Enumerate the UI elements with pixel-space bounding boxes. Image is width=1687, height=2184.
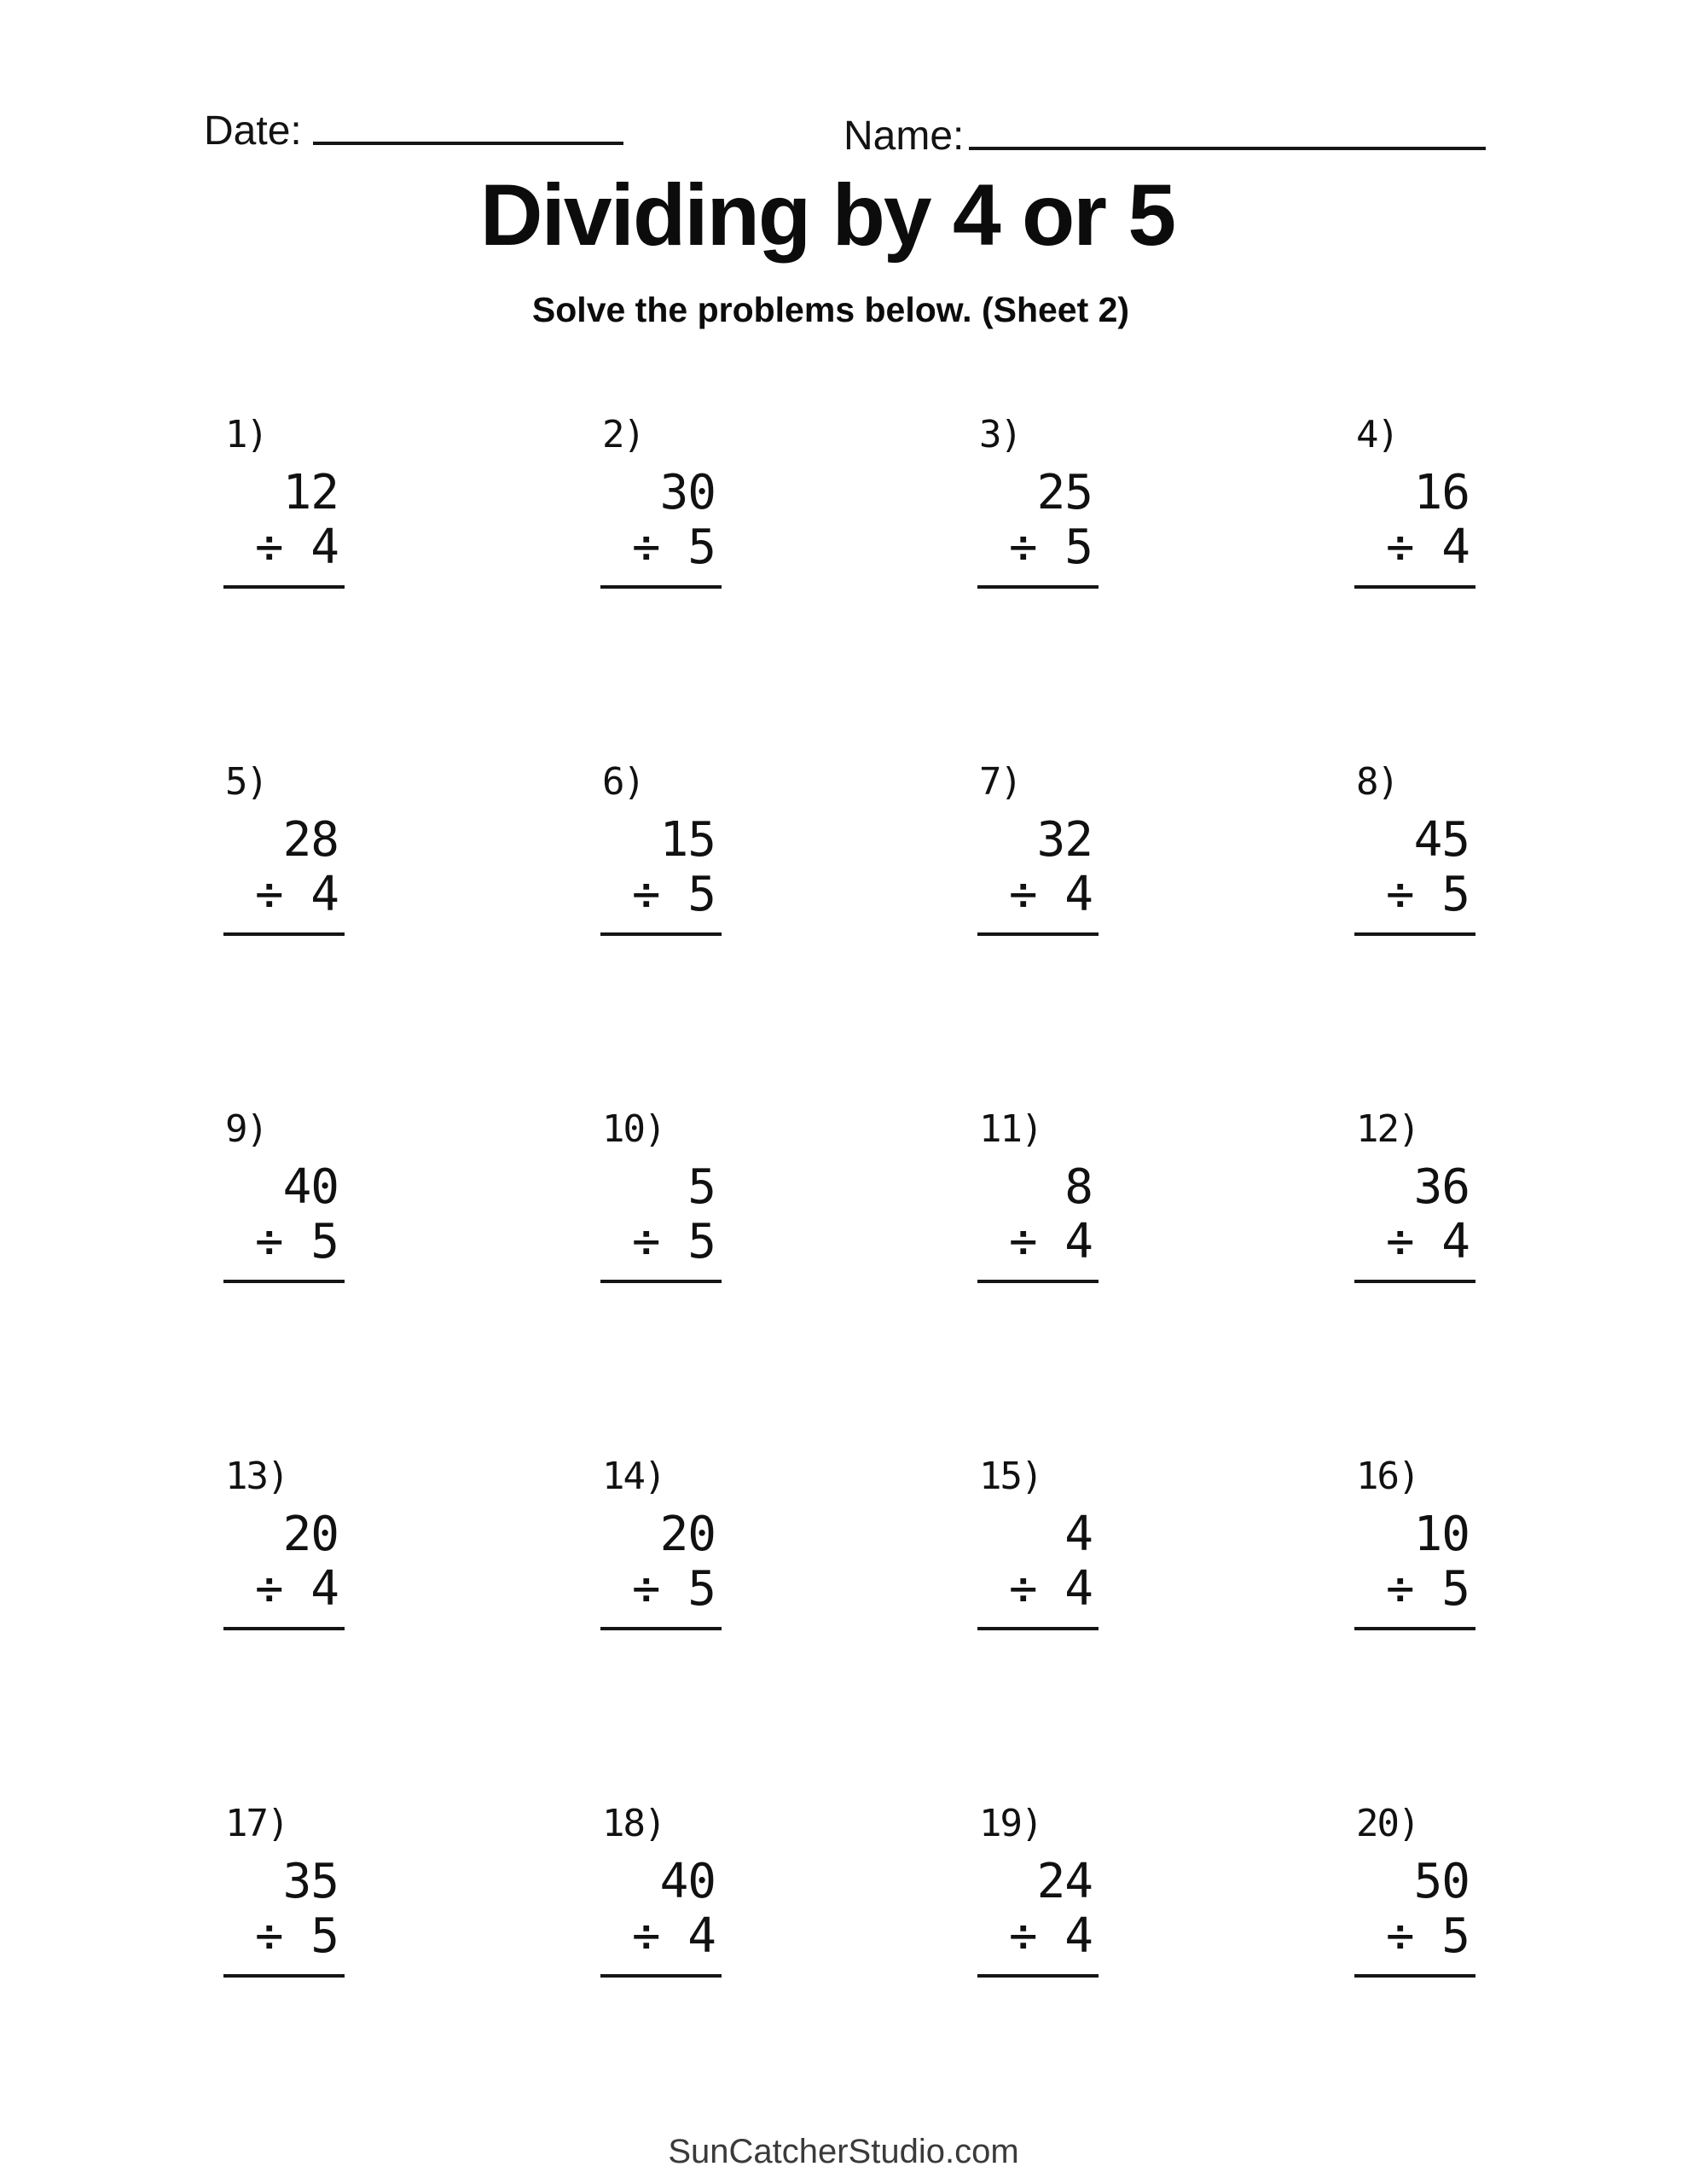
problem-4 (1354, 413, 1482, 764)
problem-1 (223, 413, 351, 764)
dividend: 50 (1413, 1854, 1470, 1909)
dividend: 28 (282, 812, 339, 868)
dividend: 45 (1413, 812, 1470, 868)
problem-14 (600, 1455, 728, 1805)
divisor: ÷ 4 (1008, 1561, 1093, 1617)
answer-line[interactable] (600, 1627, 722, 1630)
answer-line[interactable] (1354, 585, 1475, 589)
answer-line[interactable] (223, 1280, 345, 1283)
footer-credit: SunCatcherStudio.com (668, 2133, 1019, 2170)
divisor: ÷ 5 (1008, 520, 1093, 575)
answer-line[interactable] (1354, 1627, 1475, 1630)
answer-line[interactable] (977, 932, 1099, 936)
problem-20 (1354, 1802, 1482, 2152)
problem-2 (600, 413, 728, 764)
problem-number: 9) (225, 1107, 267, 1151)
answer-line[interactable] (1354, 1280, 1475, 1283)
problem-12 (1354, 1107, 1482, 1458)
problem-10 (600, 1107, 728, 1458)
answer-line[interactable] (1354, 932, 1475, 936)
dividend: 25 (1036, 465, 1093, 520)
answer-line[interactable] (600, 1280, 722, 1283)
answer-line[interactable] (977, 1974, 1099, 1978)
divisor: ÷ 4 (254, 1561, 339, 1617)
problem-number: 19) (979, 1802, 1042, 1845)
dividend: 16 (1413, 465, 1470, 520)
problem-number: 14) (602, 1455, 665, 1498)
answer-line[interactable] (977, 1627, 1099, 1630)
dividend: 35 (282, 1854, 339, 1909)
answer-line[interactable] (600, 932, 722, 936)
problem-number: 15) (979, 1455, 1042, 1498)
answer-line[interactable] (223, 932, 345, 936)
problem-number: 1) (225, 413, 267, 456)
dividend: 24 (1036, 1854, 1093, 1909)
problem-number: 6) (602, 760, 644, 804)
problem-9 (223, 1107, 351, 1458)
problem-number: 7) (979, 760, 1021, 804)
problem-18 (600, 1802, 728, 2152)
problem-number: 4) (1356, 413, 1398, 456)
divisor: ÷ 5 (631, 520, 716, 575)
dividend: 30 (659, 465, 716, 520)
dividend: 10 (1413, 1507, 1470, 1562)
problem-number: 16) (1356, 1455, 1419, 1498)
dividend: 12 (282, 465, 339, 520)
answer-line[interactable] (223, 1627, 345, 1630)
divisor: ÷ 4 (1385, 520, 1470, 575)
problem-3 (977, 413, 1105, 764)
problem-number: 20) (1356, 1802, 1419, 1845)
divisor: ÷ 5 (631, 1214, 716, 1269)
problem-19 (977, 1802, 1105, 2152)
problem-11 (977, 1107, 1105, 1458)
problem-17 (223, 1802, 351, 2152)
dividend: 20 (282, 1507, 339, 1562)
divisor: ÷ 4 (1008, 1908, 1093, 1964)
divisor: ÷ 5 (1385, 1561, 1470, 1617)
dividend: 15 (659, 812, 716, 868)
divisor: ÷ 4 (1385, 1214, 1470, 1269)
dividend: 40 (282, 1159, 339, 1215)
divisor: ÷ 5 (254, 1908, 339, 1964)
divisor: ÷ 5 (1385, 867, 1470, 922)
problem-5 (223, 760, 351, 1111)
dividend: 20 (659, 1507, 716, 1562)
divisor: ÷ 4 (1008, 867, 1093, 922)
divisor: ÷ 5 (631, 867, 716, 922)
problem-7 (977, 760, 1105, 1111)
divisor: ÷ 5 (631, 1561, 716, 1617)
dividend: 32 (1036, 812, 1093, 868)
answer-line[interactable] (1354, 1974, 1475, 1978)
problem-6 (600, 760, 728, 1111)
problem-number: 18) (602, 1802, 665, 1845)
divisor: ÷ 4 (254, 520, 339, 575)
problem-13 (223, 1455, 351, 1805)
problem-number: 11) (979, 1107, 1042, 1151)
answer-line[interactable] (223, 585, 345, 589)
answer-line[interactable] (600, 1974, 722, 1978)
problem-number: 2) (602, 413, 644, 456)
problem-number: 17) (225, 1802, 288, 1845)
answer-line[interactable] (223, 1974, 345, 1978)
divisor: ÷ 4 (254, 867, 339, 922)
answer-line[interactable] (977, 585, 1099, 589)
divisor: ÷ 4 (631, 1908, 716, 1964)
dividend: 40 (659, 1854, 716, 1909)
problem-number: 10) (602, 1107, 665, 1151)
dividend: 36 (1413, 1159, 1470, 1215)
problem-number: 12) (1356, 1107, 1419, 1151)
dividend: 4 (1064, 1507, 1093, 1562)
divisor: ÷ 5 (254, 1214, 339, 1269)
dividend: 5 (687, 1159, 716, 1215)
problems-grid (223, 413, 1687, 2152)
problem-number: 8) (1356, 760, 1398, 804)
date-label: Date: (204, 108, 302, 154)
answer-line[interactable] (600, 585, 722, 589)
problem-16 (1354, 1455, 1482, 1805)
dividend: 8 (1064, 1159, 1093, 1215)
page-title: Dividing by 4 or 5 (479, 166, 1175, 264)
date-input-line[interactable] (313, 142, 623, 145)
problem-15 (977, 1455, 1105, 1805)
page-subtitle: Solve the problems below. (Sheet 2) (531, 290, 1130, 329)
divisor: ÷ 5 (1385, 1908, 1470, 1964)
name-label: Name: (844, 113, 965, 159)
problem-number: 5) (225, 760, 267, 804)
divisor: ÷ 4 (1008, 1214, 1093, 1269)
name-input-line[interactable] (969, 147, 1486, 150)
problem-8 (1354, 760, 1482, 1111)
problem-number: 3) (979, 413, 1021, 456)
answer-line[interactable] (977, 1280, 1099, 1283)
problem-number: 13) (225, 1455, 288, 1498)
